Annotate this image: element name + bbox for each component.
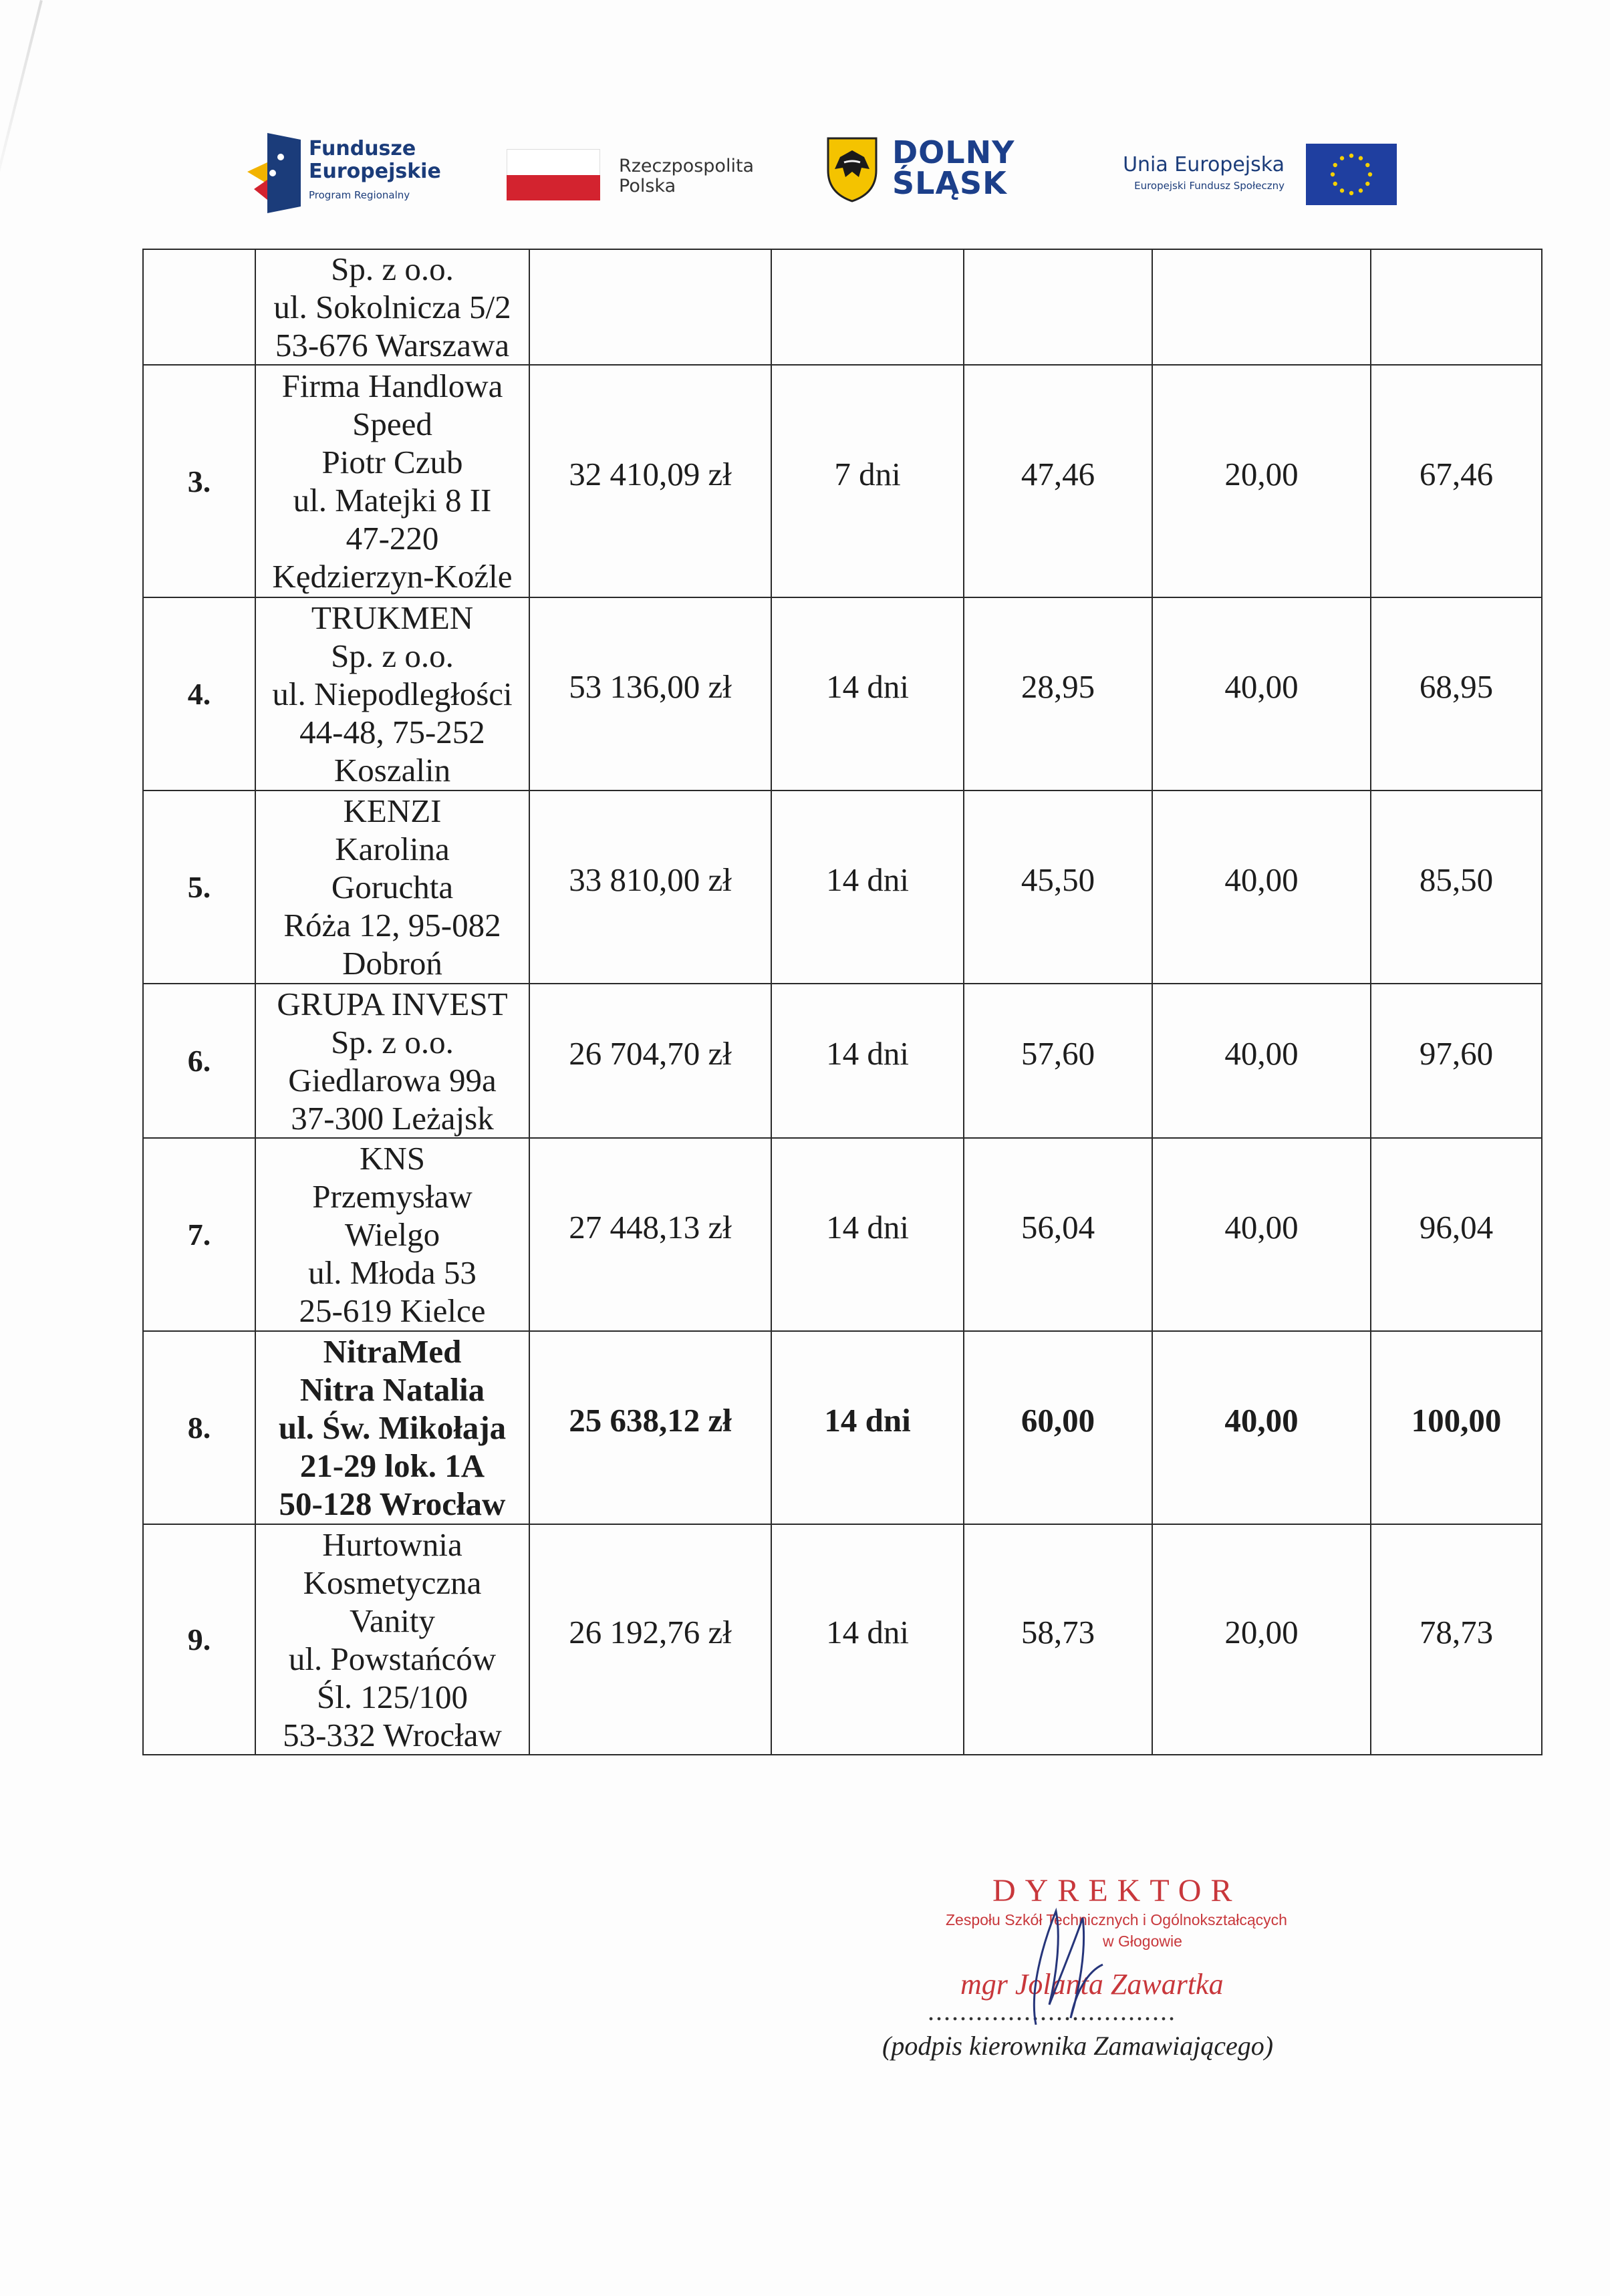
stamp-school: Zespołu Szkół Technicznych i Ogólnokształcących (946, 1911, 1287, 1928)
company-cell: Firma Handlowa Speed Piotr Czub ul. Matejki 8 II 47-220 Kędzierzyn-Koźle (255, 365, 529, 597)
row-number-cell: 6. (143, 984, 255, 1138)
delivery-term-cell: 14 dni (771, 597, 964, 791)
price-cell (529, 249, 771, 365)
eagle-shield-icon (825, 136, 879, 202)
eu-star-icon (1333, 182, 1337, 186)
price-cell: 53 136,00 zł (529, 597, 771, 791)
term-points-cell (1152, 249, 1371, 365)
company-cell: Hurtownia Kosmetyczna Vanity ul. Powstańców Śl. 125/100 53-332 Wrocław (255, 1524, 529, 1755)
price-cell: 25 638,12 zł (529, 1331, 771, 1524)
ds-line2: ŚLĄSK (892, 165, 1007, 201)
table-row (143, 1138, 1542, 1331)
price-cell: 26 704,70 zł (529, 984, 771, 1138)
fe-line3: Program Regionalny (309, 189, 410, 201)
term-points-cell: 40,00 (1152, 1138, 1371, 1331)
row-number-cell: 7. (143, 1138, 255, 1331)
eu-star-icon (1349, 154, 1353, 158)
price-points-cell: 28,95 (964, 597, 1152, 791)
signature-dotted-line: ............................... (928, 1996, 1176, 2026)
total-points-cell: 96,04 (1371, 1138, 1542, 1331)
term-points-cell: 40,00 (1152, 984, 1371, 1138)
eu-star-icon (1333, 163, 1337, 167)
price-points-cell: 56,04 (964, 1138, 1152, 1331)
eu-star-icon (1331, 172, 1335, 176)
ue-line1: Unia Europejska (1123, 153, 1285, 176)
fe-line1: Fundusze (309, 137, 416, 160)
eu-star-icon (1368, 172, 1372, 176)
logo-dolny-slask (825, 130, 1046, 217)
logo-bar (247, 130, 1397, 217)
signature-caption: (podpis kierownika Zamawiającego) (882, 2031, 1274, 2061)
stamp-name: mgr Jolanta Zawartka (960, 1968, 1224, 2001)
table-row (143, 1331, 1542, 1524)
company-cell: KENZI Karolina Goruchta Róża 12, 95-082 Dobroń (255, 791, 529, 984)
eu-star-icon (1365, 163, 1369, 167)
total-points-cell: 67,46 (1371, 365, 1542, 597)
delivery-term-cell: 14 dni (771, 791, 964, 984)
company-cell: Sp. z o.o. ul. Sokolnicza 5/2 53-676 Warszawa (255, 249, 529, 365)
table-row (143, 249, 1542, 365)
polish-flag-icon (507, 149, 600, 200)
price-points-cell: 58,73 (964, 1524, 1152, 1755)
price-points-cell: 60,00 (964, 1331, 1152, 1524)
row-number-cell: 8. (143, 1331, 255, 1524)
signature-block (855, 1858, 1363, 2078)
company-cell: NitraMed Nitra Natalia ul. Św. Mikołaja 21-29 lok. 1A 50-128 Wrocław (255, 1331, 529, 1524)
term-points-cell: 40,00 (1152, 791, 1371, 984)
total-points-cell: 100,00 (1371, 1331, 1542, 1524)
table-row (143, 791, 1542, 984)
ue-line2: Europejski Fundusz Społeczny (1134, 180, 1285, 192)
rp-line2: Polska (619, 176, 676, 196)
rp-line1: Rzeczpospolita (619, 156, 755, 176)
price-points-cell (964, 249, 1152, 365)
delivery-term-cell: 14 dni (771, 984, 964, 1138)
total-points-cell: 78,73 (1371, 1524, 1542, 1755)
row-number-cell: 3. (143, 365, 255, 597)
company-cell: GRUPA INVEST Sp. z o.o. Giedlarowa 99a 37-300 Leżajsk (255, 984, 529, 1138)
scan-edge-line (0, 0, 43, 214)
logo-fundusze-europejskie (247, 130, 468, 217)
company-cell: TRUKMEN Sp. z o.o. ul. Niepodległości 44-48, 75-252 Koszalin (255, 597, 529, 791)
table-row (143, 1524, 1542, 1755)
ds-line1: DOLNY (892, 134, 1015, 170)
stamp-title: DYREKTOR (992, 1873, 1242, 1908)
price-cell: 32 410,09 zł (529, 365, 771, 597)
total-points-cell: 68,95 (1371, 597, 1542, 791)
term-points-cell: 20,00 (1152, 1524, 1371, 1755)
row-number-cell: 9. (143, 1524, 255, 1755)
term-points-cell: 40,00 (1152, 1331, 1371, 1524)
stamp-city: w Głogowie (1103, 1932, 1182, 1950)
table-row (143, 984, 1542, 1138)
offers-table-body (143, 249, 1542, 1755)
eu-star-icon (1340, 156, 1344, 160)
delivery-term-cell (771, 249, 964, 365)
price-cell: 33 810,00 zł (529, 791, 771, 984)
delivery-term-cell: 14 dni (771, 1331, 964, 1524)
total-points-cell: 97,60 (1371, 984, 1542, 1138)
price-cell: 26 192,76 zł (529, 1524, 771, 1755)
price-points-cell: 57,60 (964, 984, 1152, 1138)
row-number-cell: 5. (143, 791, 255, 984)
company-cell: KNS Przemysław Wielgo ul. Młoda 53 25-619 Kielce (255, 1138, 529, 1331)
price-points-cell: 47,46 (964, 365, 1152, 597)
row-number-cell (143, 249, 255, 365)
handwritten-signature (1009, 1898, 1116, 2031)
term-points-cell: 20,00 (1152, 365, 1371, 597)
eu-star-icon (1349, 191, 1353, 195)
eu-star-icon (1340, 188, 1344, 192)
eu-flag-icon (1306, 144, 1397, 205)
fe-line2: Europejskie (309, 160, 441, 183)
logo-unia-europejska (1083, 130, 1397, 217)
row-number-cell: 4. (143, 597, 255, 791)
table-row (143, 597, 1542, 791)
delivery-term-cell: 14 dni (771, 1524, 964, 1755)
delivery-term-cell: 7 dni (771, 365, 964, 597)
price-cell: 27 448,13 zł (529, 1138, 771, 1331)
eu-star-icon (1359, 156, 1363, 160)
table-row (143, 365, 1542, 597)
offers-table (142, 249, 1542, 1755)
total-points-cell: 85,50 (1371, 791, 1542, 984)
logo-rzeczpospolita-polska (507, 130, 787, 217)
total-points-cell (1371, 249, 1542, 365)
delivery-term-cell: 14 dni (771, 1138, 964, 1331)
eu-star-icon (1359, 188, 1363, 192)
eu-star-icon (1365, 182, 1369, 186)
fundusze-europejskie-icon (247, 133, 301, 213)
term-points-cell: 40,00 (1152, 597, 1371, 791)
price-points-cell: 45,50 (964, 791, 1152, 984)
